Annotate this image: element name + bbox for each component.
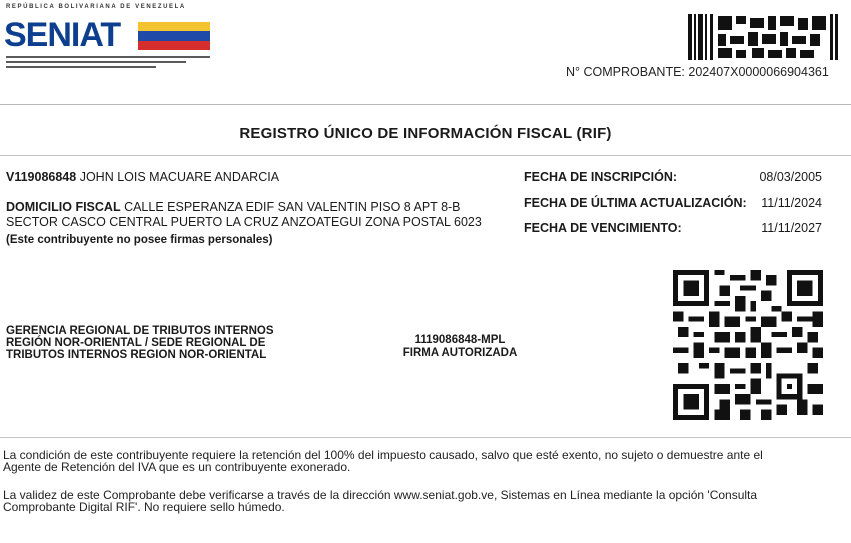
firma-block <box>390 334 530 360</box>
government-line: REPÚBLICA BOLIVARIANA DE VENEZUELA <box>6 4 186 10</box>
divider <box>0 155 851 156</box>
barcode-icon <box>688 14 838 60</box>
rif-number: V119086848 <box>6 170 77 184</box>
gerencia-block <box>6 325 274 361</box>
fecha-actualizacion-label: FECHA DE ÚLTIMA ACTUALIZACIÓN: <box>524 196 747 210</box>
comprobante-number <box>566 65 829 79</box>
seniat-logo: SENIAT <box>4 16 121 54</box>
validez-note <box>3 489 848 513</box>
comprobante-value: 202407X0000066904361 <box>688 65 829 79</box>
fecha-actualizacion-value: 11/11/2024 <box>761 196 822 210</box>
gerencia-line-3: TRIBUTOS INTERNOS REGION NOR-ORIENTAL <box>6 349 267 361</box>
firma-label: FIRMA AUTORIZADA <box>402 347 518 359</box>
fecha-vencimiento-label: FECHA DE VENCIMIENTO: <box>524 221 682 235</box>
venezuela-flag-icon <box>138 22 210 50</box>
firma-code: 1119086848-MPL <box>414 334 506 346</box>
no-signatures-note: (Este contribuyente no posee firmas personales) <box>6 234 273 246</box>
taxpayer-identity <box>6 170 279 184</box>
fecha-inscripcion-value: 08/03/2005 <box>759 170 822 184</box>
fecha-inscripcion-label: FECHA DE INSCRIPCIÓN: <box>524 170 678 184</box>
gerencia-line-1: GERENCIA REGIONAL DE TRIBUTOS INTERNOS <box>6 325 274 337</box>
comprobante-label: N° COMPROBANTE: <box>566 65 685 79</box>
document-title: REGISTRO ÚNICO DE INFORMACIÓN FISCAL (RIF) <box>239 125 612 142</box>
domicilio-line-1 <box>6 200 461 214</box>
divider <box>0 437 851 438</box>
gerencia-line-2: REGIÓN NOR-ORIENTAL / SEDE REGIONAL DE <box>6 337 266 349</box>
logo-subtitle-lines <box>6 56 210 71</box>
validez-line-1: La validez de este Comprobante debe verificarse a través de la dirección www.seniat.gob.ve, Sistemas en Línea mediante la opción 'Consulta <box>3 488 758 502</box>
domicilio-label: DOMICILIO FISCAL <box>6 200 121 214</box>
domicilio-address-1: CALLE ESPERANZA EDIF SAN VALENTIN PISO 8 APT 8-B <box>124 200 461 214</box>
validez-line-2: Comprobante Digital RIF'. No requiere sello húmedo. <box>3 500 285 514</box>
domicilio-address-2: SECTOR CASCO CENTRAL PUERTO LA CRUZ ANZOATEGUI ZONA POSTAL 6023 <box>6 215 482 229</box>
taxpayer-name: JOHN LOIS MACUARE ANDARCIA <box>79 170 280 184</box>
condicion-line-2: Agente de Retención del IVA que es un contribuyente exonerado. <box>3 460 351 474</box>
condicion-line-1: La condición de este contribuyente requiere la retención del 100% del impuesto causado, salvo que esté exento, no sujeto o demuestre ante el <box>3 448 763 462</box>
qr-code-icon <box>673 270 823 420</box>
condicion-note <box>3 449 848 473</box>
fecha-vencimiento-value: 11/11/2027 <box>761 221 822 235</box>
